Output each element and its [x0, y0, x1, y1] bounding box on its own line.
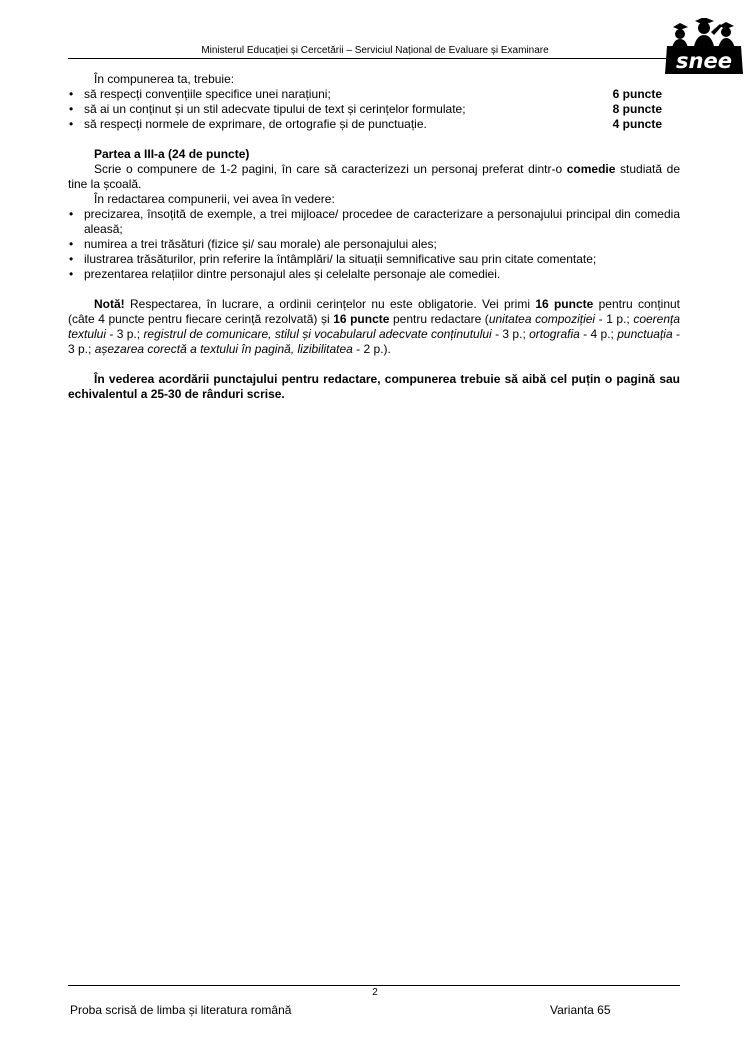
list-item	[68, 267, 680, 282]
final-note: În vederea acordării punctajului pentru redactare, compunerea trebuie să aibă cel puțin o pagină sau echivalentul a 25-30 de rânduri scrise.	[68, 372, 680, 401]
requirement-points: 6 puncte	[612, 87, 662, 101]
bullet-icon: •	[69, 207, 74, 221]
requirement-text: numirea a trei trăsături (fizice și/ sau morale) ale personajului ales;	[84, 237, 437, 251]
note-text: - 1 p.;	[595, 312, 634, 326]
requirement-text: prezentarea relațiilor dintre personajul ales și celelalte personaje ale comediei.	[84, 267, 501, 281]
main-content	[68, 72, 680, 402]
note-criterion: așezarea corectă a textului în pagină, lizibilitatea	[94, 342, 353, 356]
list-item	[68, 237, 680, 252]
note-text: - 3 p.;	[106, 327, 144, 341]
requirement-text: să respecți convențiile specifice unei narațiuni;	[84, 87, 331, 101]
list-item	[68, 102, 680, 117]
bullet-icon: •	[69, 267, 74, 281]
requirement-points: 8 puncte	[612, 102, 662, 116]
task-text-end: studiată de tine la școală.	[68, 162, 680, 191]
bullet-icon: •	[69, 87, 74, 101]
note-criterion: punctuația	[617, 327, 673, 341]
note-text: pentru conținut (câte 4 puncte pentru fiecare cerință rezolvată) și	[68, 297, 680, 326]
page-number: 2	[372, 987, 378, 998]
task-emphasis: comedie	[566, 162, 616, 176]
part3-consider: În redactarea compunerii, vei avea în vedere:	[94, 192, 335, 206]
list-item	[68, 117, 680, 132]
note-criterion: ortografia	[529, 327, 580, 341]
bullet-icon: •	[69, 117, 74, 131]
note-text: pentru redactare (	[389, 312, 489, 326]
snee-logo	[664, 18, 744, 74]
requirement-text: să respecți normele de exprimare, de ortografie și de punctuație.	[84, 117, 427, 131]
list-item	[68, 252, 680, 267]
note-text: - 3 p.;	[68, 327, 680, 356]
grading-note	[68, 297, 680, 357]
note-criterion: coerența textului	[68, 312, 681, 341]
intro-lead: În compunerea ta, trebuie:	[94, 72, 235, 86]
header-divider	[68, 58, 680, 59]
list-item	[68, 87, 680, 102]
note-label: Notă!	[94, 297, 125, 311]
requirement-text: să ai un conținut și un stil adecvate tipului de text și cerințelor formulate;	[84, 102, 466, 116]
part3-task	[68, 162, 680, 192]
note-points: 16 puncte	[535, 297, 594, 311]
note-points: 16 puncte	[333, 312, 390, 326]
footer-variant: Varianta 65	[550, 1003, 611, 1017]
requirement-text: ilustrarea trăsăturilor, prin referire la întâmplări/ la situații semnificative sau prin citate comentate;	[84, 252, 597, 266]
logo-text: snee	[676, 49, 732, 73]
part3-requirements-list	[68, 207, 680, 282]
list-item	[68, 207, 680, 237]
page-header: Ministerul Educației și Cercetării – Serviciul Național de Evaluare și Examinare	[201, 45, 549, 56]
bullet-icon: •	[69, 252, 74, 266]
bullet-icon: •	[69, 237, 74, 251]
requirement-points: 4 puncte	[612, 117, 662, 131]
note-text: - 3 p.;	[491, 327, 530, 341]
footer-exam-title: Proba scrisă de limba și literatura română	[70, 1003, 292, 1017]
note-criterion: registrul de comunicare, stilul și vocabularul adecvate conținutului	[143, 327, 492, 341]
requirement-text: precizarea, însoțită de exemple, a trei mijloace/ procedee de caracterizare a personajului principal din comedia aleasă;	[84, 207, 680, 236]
note-text: - 2 p.).	[352, 342, 391, 356]
bullet-icon: •	[69, 102, 74, 116]
note-criterion: unitatea compoziției	[488, 312, 596, 326]
part3-title: Partea a III-a (24 de puncte)	[94, 147, 250, 161]
footer-divider	[68, 985, 680, 986]
note-text: Respectarea, în lucrare, a ordinii cerințelor nu este obligatorie. Vei primi	[124, 297, 536, 311]
task-text: Scrie o compunere de 1-2 pagini, în care să caracterizezi un personaj preferat dintr-o	[94, 162, 567, 176]
note-text: - 4 p.;	[579, 327, 618, 341]
intro-requirements-list	[68, 87, 680, 132]
